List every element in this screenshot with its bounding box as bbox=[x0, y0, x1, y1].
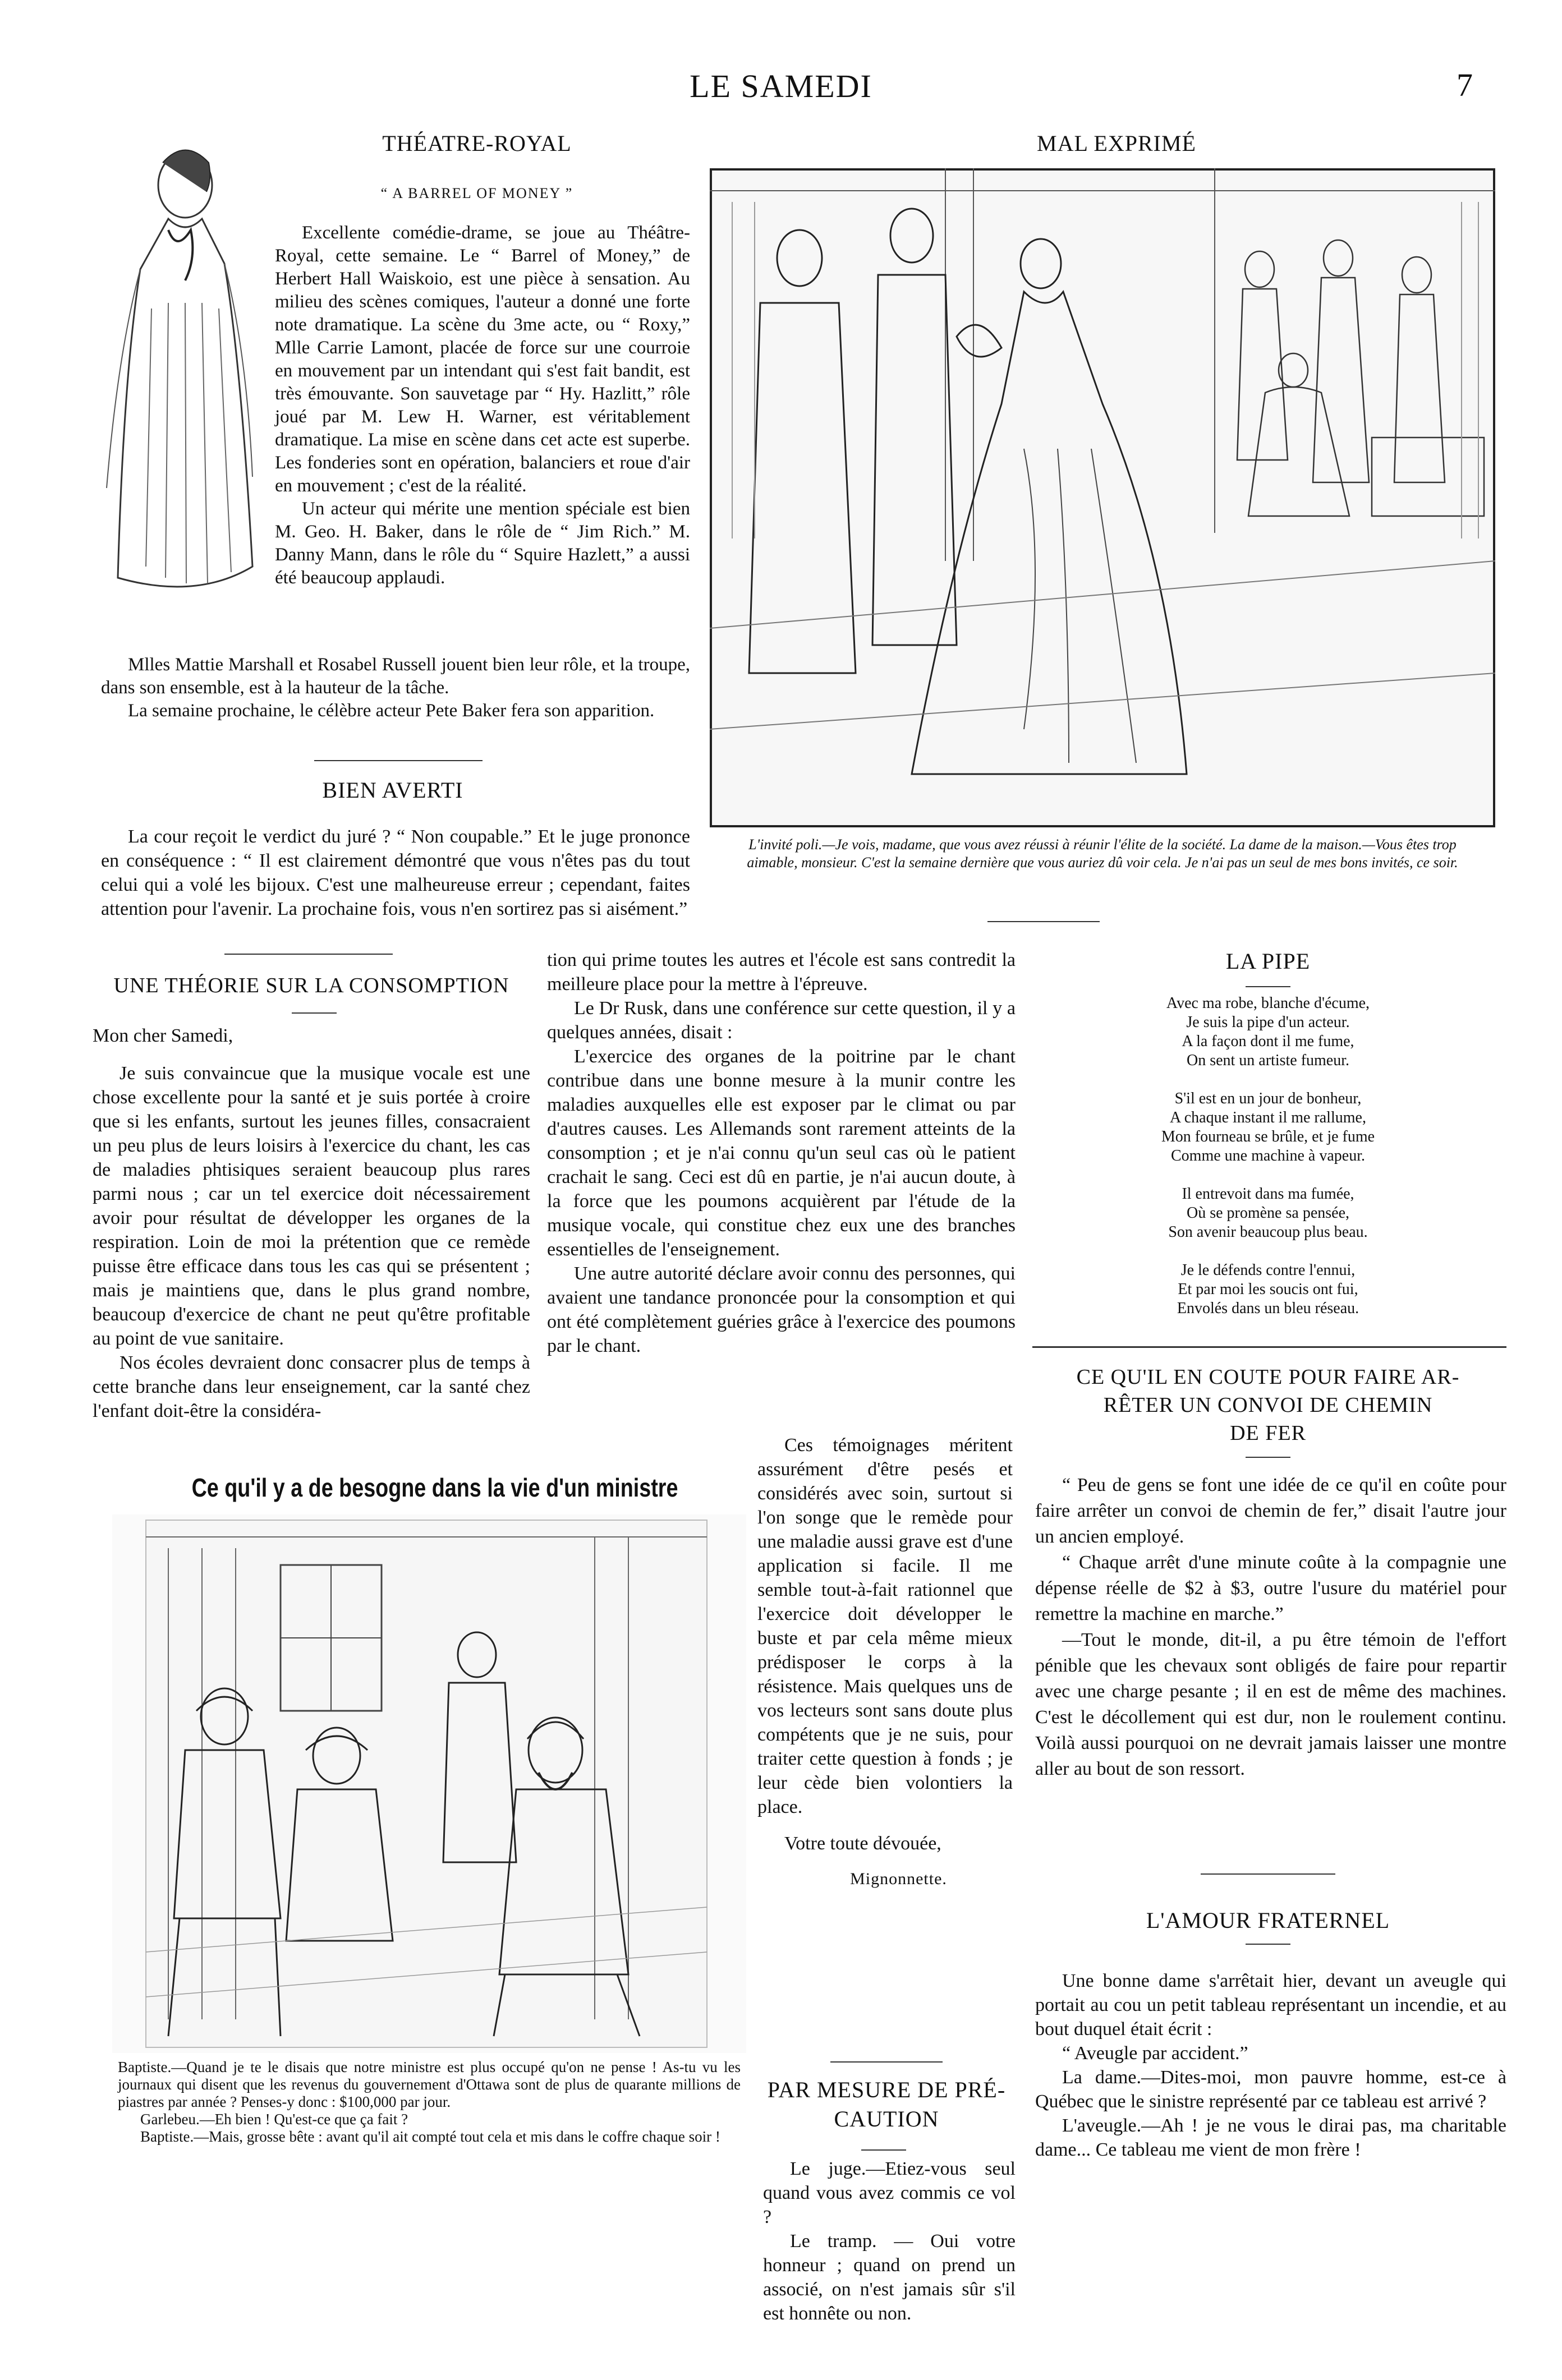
ministre-caption-line: Baptiste.—Quand je te le disais que notre ministre est plus occupé qu'on ne pense ! As-tu vu les journaux qui disent que les revenus du gouvernement d'Ottawa sont de plus de quarante millions de piastres par année ? Penses-y donc : $100,000 par jour. bbox=[118, 2059, 741, 2110]
precaution-paragraph: Le tramp. — Oui votre honneur ; quand on prend un associé, on n'est jamais sûr s'il est honnête ou non. bbox=[763, 2231, 1016, 2324]
poem-line: Où se promène sa pensée, bbox=[1186, 1204, 1349, 1222]
theorie-column-2 bbox=[547, 948, 1016, 1358]
divider bbox=[1246, 986, 1290, 987]
poem-line: Je suis la pipe d'un acteur. bbox=[1186, 1014, 1350, 1031]
actress-portrait bbox=[84, 140, 269, 690]
precaution-title-line: CAUTION bbox=[834, 2106, 939, 2132]
theorie-title: UNE THÉORIE SUR LA CONSOMPTION bbox=[113, 974, 509, 997]
divider bbox=[314, 760, 483, 761]
theatre-article bbox=[275, 222, 690, 590]
bien-averti-text bbox=[101, 825, 690, 921]
poem-line: A chaque instant il me rallume, bbox=[1170, 1109, 1366, 1126]
ministre-caption-line: Garlebeu.—Eh bien ! Qu'est-ce que ça fait ? bbox=[140, 2111, 408, 2128]
theorie-column-1 bbox=[93, 1024, 530, 1423]
ministre-cartoon bbox=[112, 1514, 746, 2053]
theorie-paragraph: Nos écoles devraient donc consacrer plus de temps à cette branche dans leur enseignement, car la santé chez l'enfant doit-être la considéra- bbox=[93, 1352, 530, 1421]
divider bbox=[987, 921, 1100, 922]
poem-line: Avec ma robe, blanche d'écume, bbox=[1166, 995, 1370, 1012]
poem-line: Je le défends contre l'ennui, bbox=[1180, 1262, 1356, 1279]
poem-line: A la façon dont il me fume, bbox=[1182, 1033, 1354, 1050]
precaution-text bbox=[763, 2157, 1016, 2326]
bien-averti-paragraph: La cour reçoit le verdict du juré ? “ Non coupable.” Et le juge prononce en conséquence : “ Il est clairement démontré que vous n'êtes pas du tout celui qui a volé les bijoux. C'est une malheureuse erreur ; cependant, faites attention pour l'avenir. La prochaine fois, vous n'en sortirez pas si aisément.” bbox=[101, 826, 690, 919]
bien-averti-title: BIEN AVERTI bbox=[322, 777, 463, 803]
precaution-paragraph: Le juge.—Etiez-vous seul quand vous avez commis ce vol ? bbox=[763, 2158, 1016, 2227]
poem-line: Son avenir beaucoup plus beau. bbox=[1168, 1223, 1368, 1241]
page-number: 7 bbox=[1457, 67, 1473, 103]
precaution-title bbox=[755, 2075, 1018, 2134]
ministre-caption-line: Baptiste.—Mais, grosse bête : avant qu'il ait compté tout cela et mis dans le coffre chaque soir ! bbox=[140, 2128, 720, 2145]
poem-line: Et par moi les soucis ont fui, bbox=[1178, 1281, 1358, 1298]
theorie-paragraph: Ces témoignages méritent assurément d'être pesés et considérés avec soin, surtout si l'on songe que le remède pour une maladie aussi grave est d'une application si facile. Il me semble tout-à-fait rationnel que l'exercice doit développer le buste et par cela même mieux prédisposer le corps à la résistence. Mais quelques uns de vos lecteurs sont sans doute plus compétents que je ne suis, pour traiter cette question à fonds ; je leur cède bien volontiers la place. bbox=[757, 1435, 1013, 1817]
convoi-title-line: CE QU'IL EN COUTE POUR FAIRE AR- bbox=[1076, 1365, 1460, 1389]
theorie-paragraph: Une autre autorité déclare avoir connu des personnes, qui avaient une tandance prononcée pour la consomption et qui ont été complètement guéries grâce à l'exercice des poumons par le chant. bbox=[547, 1263, 1016, 1356]
theatre-paragraph: Mlles Mattie Marshall et Rosabel Russell jouent bien leur rôle, et la troupe, dans son ensemble, est à la hauteur de la tâche. bbox=[101, 655, 690, 698]
convoi-text bbox=[1035, 1472, 1506, 1782]
poem-stanza bbox=[1100, 1261, 1436, 1318]
theorie-column-3 bbox=[757, 1433, 1013, 1891]
poem-line: Envolés dans un bleu réseau. bbox=[1177, 1300, 1359, 1317]
poem-line: S'il est en un jour de bonheur, bbox=[1174, 1090, 1362, 1107]
divider bbox=[1246, 1457, 1290, 1458]
divider bbox=[1246, 1944, 1290, 1945]
convoi-title bbox=[1030, 1363, 1506, 1447]
divider bbox=[861, 2149, 906, 2151]
theorie-closing: Votre toute dévouée, bbox=[784, 1833, 941, 1854]
amour-paragraph: Une bonne dame s'arrêtait hier, devant un aveugle qui portait au cou un petit tableau représentant un incendie, et au bout duquel était écrit : bbox=[1035, 1971, 1506, 2040]
theatre-subtitle: “ A BARREL OF MONEY ” bbox=[380, 185, 573, 201]
theorie-greeting: Mon cher Samedi, bbox=[93, 1025, 233, 1046]
ministre-title: Ce qu'il y a de besogne dans la vie d'un ministre bbox=[191, 1473, 678, 1502]
convoi-title-line: DE FER bbox=[1230, 1421, 1306, 1445]
poem-line: Mon fourneau se brûle, et je fume bbox=[1161, 1128, 1375, 1145]
theatre-paragraph: Un acteur qui mérite une mention spéciale est bien M. Geo. H. Baker, dans le rôle de “ Jim Rich.” M. Danny Mann, dans le rôle du “ Squire Hazlett,” a aussi été beaucoup applaudi. bbox=[275, 499, 690, 588]
theatre-article-continued bbox=[101, 653, 690, 722]
theorie-signature: Mignonnette. bbox=[850, 1870, 947, 1888]
theorie-paragraph: L'exercice des organes de la poitrine par le chant contribue dans une bonne mesure à la munir contre les maladies auxquelles elle est exposer par le climat ou par d'autres causes. Les Allemands sont rarement atteints de la consomption ; et je n'ai connu qu'un seul cas où le patient crachait le sang. Ceci est dû en partie, je n'ai aucun doute, à la force que les poumons acquièrent par l'étude de la musique vocale, qui constitue chez eux une des branches essentielles de l'enseignement. bbox=[547, 1046, 1016, 1260]
ballroom-illustration bbox=[710, 168, 1495, 827]
precaution-title-line: PAR MESURE DE PRÉ- bbox=[767, 2077, 1006, 2102]
divider bbox=[224, 954, 393, 955]
divider bbox=[830, 2061, 943, 2063]
convoi-paragraph: “ Chaque arrêt d'une minute coûte à la compagnie une dépense réelle de $2 à $3, outre l'usure du matériel pour remettre la machine en marche.” bbox=[1035, 1552, 1506, 1624]
poem-line: Comme une machine à vapeur. bbox=[1171, 1147, 1365, 1164]
theatre-paragraph: La semaine prochaine, le célèbre acteur Pete Baker fera son apparition. bbox=[128, 701, 655, 721]
la-pipe-poem bbox=[1100, 994, 1436, 1337]
mal-exprime-title: MAL EXPRIMÉ bbox=[1037, 131, 1196, 156]
theorie-paragraph: Le Dr Rusk, dans une conférence sur cette question, il y a quelques années, disait : bbox=[547, 998, 1016, 1043]
ministre-caption bbox=[118, 2059, 741, 2146]
poem-stanza bbox=[1100, 1089, 1436, 1166]
amour-paragraph: L'aveugle.—Ah ! je ne vous le dirai pas, ma charitable dame... Ce tableau me vient de mon frère ! bbox=[1035, 2115, 1506, 2160]
amour-paragraph: La dame.—Dites-moi, mon pauvre homme, est-ce à Québec que le sinistre représenté par ce tableau est arrivé ? bbox=[1035, 2067, 1506, 2112]
theatre-title: THÉATRE-ROYAL bbox=[382, 131, 572, 156]
poem-line: On sent un artiste fumeur. bbox=[1186, 1052, 1350, 1069]
theorie-paragraph: tion qui prime toutes les autres et l'école est sans contredit la meilleure place pour la mettre à l'épreuve. bbox=[547, 950, 1016, 995]
mal-exprime-caption: L'invité poli.—Je vois, madame, que vous avez réussi à réunir l'élite de la société. La dame de la maison.—Vous êtes trop aimable, monsieur. C'est la semaine dernière que vous auriez dû voir cela. Je n'ai pas un seul de mes bons invités, ce soir. bbox=[747, 836, 1458, 871]
divider bbox=[1032, 1346, 1506, 1348]
convoi-paragraph: —Tout le monde, dit-il, a pu être témoin de l'effort pénible que les chevaux sont obligés de faire pour repartir avec une charge pesante ; il en est de même des machines. C'est le décollement qui est dur, non le roulement continu. Voilà aussi pourquoi on ne devrait jamais laisser une montre aller au bout de son ressort. bbox=[1035, 1629, 1506, 1779]
convoi-title-line: RÊTER UN CONVOI DE CHEMIN bbox=[1103, 1393, 1433, 1417]
la-pipe-title: LA PIPE bbox=[1225, 949, 1311, 974]
poem-stanza bbox=[1100, 1185, 1436, 1242]
poem-line: Il entrevoit dans ma fumée, bbox=[1182, 1185, 1354, 1203]
amour-paragraph: “ Aveugle par accident.” bbox=[1062, 2043, 1248, 2064]
divider bbox=[292, 1012, 337, 1014]
poem-stanza bbox=[1100, 994, 1436, 1070]
theorie-paragraph: Je suis convaincue que la musique vocale est une chose excellente pour la santé et je suis portée à croire que si les enfants, surtout les jeunes filles, consacraient un peu plus de leurs loisirs à l'exercice du chant, les cas de maladies phtisiques seraient beaucoup plus rares parmi nous ; car un tel exercice doit nécessairement avoir pour résultat de développer les organes de la respiration. Loin de moi la prétention que ce remède puisse être efficace dans tous les cas qui se présentent ; mais je maintiens que, dans le plus grand nombre, beaucoup d'exercice de chant ne peut qu'être profitable au point de vue sanitaire. bbox=[93, 1063, 530, 1349]
convoi-paragraph: “ Peu de gens se font une idée de ce qu'il en coûte pour faire arrêter un convoi de chemin de fer,” disait l'autre jour un ancien employé. bbox=[1035, 1475, 1506, 1547]
theatre-paragraph: Excellente comédie-drame, se joue au Théâtre-Royal, cette semaine. Le “ Barrel of Money,” de Herbert Hall Waiskoio, est une pièce à sensation. Au milieu des scènes comiques, l'auteur a donné une forte note dramatique. La scène du 3me acte, ou “ Roxy,” Mlle Carrie Lamont, placée de force sur une courroie en mouvement par un intendant qui s'est fait bandit, est très émouvante. Son sauvetage par “ Hy. Hazlitt,” rôle joué par M. Lew H. Warner, est véritablement dramatique. La mise en scène dans cet acte est superbe. Les fonderies sont en opération, balanciers et roue d'air en mouvement ; c'est de la réalité. bbox=[275, 223, 690, 496]
divider bbox=[1201, 1873, 1335, 1875]
amour-text bbox=[1035, 1969, 1506, 2162]
masthead-title: LE SAMEDI bbox=[690, 68, 872, 104]
amour-title: L'AMOUR FRATERNEL bbox=[1146, 1908, 1390, 1933]
